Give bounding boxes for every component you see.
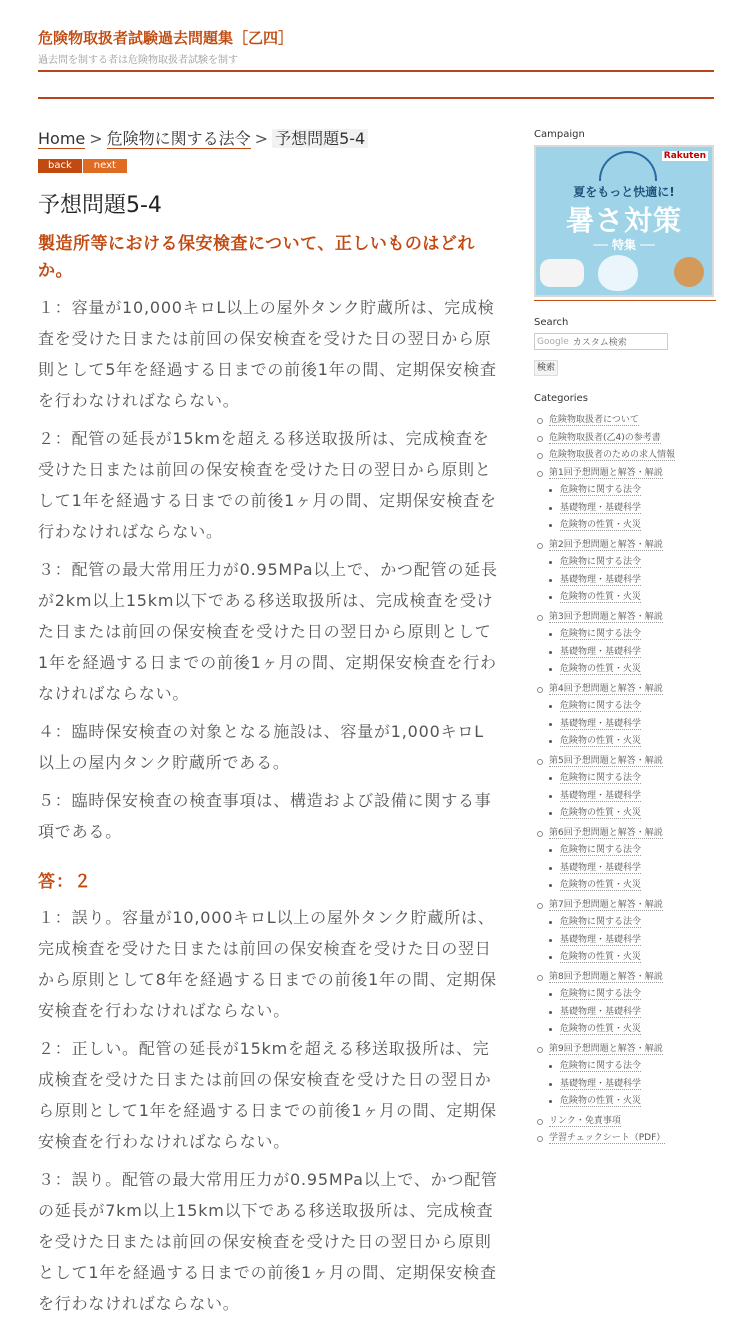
question-text: 製造所等における保安検査について、正しいものはどれか。 — [38, 234, 475, 281]
explanation-1: １：誤り。容量が10,000キロL以上の屋外タンク貯蔵所は、完成検査を受けた日または前回の保安検査を受けた日の翌日から原則として8年を経過する日までの前後1年の間、定期保安検査を行わなければならない。 — [38, 908, 497, 1020]
subcategory-link[interactable]: 危険物の性質・火災 — [560, 1024, 642, 1034]
subcategory-item[interactable] — [534, 554, 719, 572]
subcategory-item[interactable] — [534, 770, 719, 788]
choice-1: １：容量が10,000キロL以上の屋外タンク貯蔵所は、完成検査を受けた日または前回の保安検査を受けた日の翌日から原則として5年を経過する日までの前後1年の間、定期保安検査を行わなければならない。 — [38, 298, 497, 410]
subcategory-link[interactable]: 危険物に関する法令 — [560, 701, 642, 711]
page-title: 予想問題5-4 — [38, 193, 162, 218]
category-link[interactable]: 第8回予想問題と解答・解説 — [549, 971, 663, 982]
category-item[interactable] — [534, 412, 719, 430]
breadcrumb-home-link[interactable]: Home — [38, 129, 86, 148]
categories-widget — [534, 392, 719, 1148]
subcategory-item[interactable] — [534, 716, 719, 734]
category-item[interactable] — [534, 969, 719, 987]
banner-line-2: 暑さ対策 — [565, 204, 682, 237]
subcategory-link[interactable]: 危険物の性質・火災 — [560, 808, 642, 818]
subcategory-item[interactable] — [534, 733, 719, 751]
subcategory-link[interactable]: 危険物の性質・火災 — [560, 736, 642, 746]
google-logo: Google — [537, 336, 569, 347]
choice-5: ５：臨時保安検査の検査事項は、構造および設備に関する事項である。 — [38, 791, 492, 841]
subcategory-link[interactable]: 基礎物理・基礎科学 — [560, 502, 642, 513]
header-divider-bottom — [38, 97, 714, 99]
category-item[interactable] — [534, 465, 719, 483]
banner-line-1: 夏をもっと快適に! — [573, 185, 675, 199]
subcategory-item[interactable] — [534, 517, 719, 535]
subcategory-item[interactable] — [534, 1021, 719, 1039]
subcategory-link[interactable]: 危険物に関する法令 — [560, 773, 642, 783]
back-button[interactable]: back — [38, 159, 82, 173]
sidebar — [534, 128, 719, 1148]
subcategory-item[interactable] — [534, 1093, 719, 1111]
search-button[interactable]: 検索 — [534, 360, 558, 376]
post-pager — [38, 159, 498, 173]
choice-4: ４：臨時保安検査の対象となる施設は、容量が1,000キロL以上の屋内タンク貯蔵所である。 — [38, 722, 484, 772]
campaign-heading: Campaign — [534, 129, 585, 140]
category-link[interactable]: リンク・免責事項 — [549, 1115, 621, 1126]
subcategory-item[interactable] — [534, 1076, 719, 1094]
subcategory-item[interactable] — [534, 644, 719, 662]
subcategory-item[interactable] — [534, 572, 719, 590]
category-item[interactable] — [534, 1113, 719, 1131]
subcategory-link[interactable]: 危険物に関する法令 — [560, 1061, 642, 1071]
breadcrumb-separator: > — [254, 129, 269, 148]
subcategory-item[interactable] — [534, 500, 719, 518]
category-link[interactable]: 第7回予想問題と解答・解説 — [549, 899, 663, 910]
bear-illustration — [598, 255, 638, 291]
explanation-3: ３：誤り。配管の最大常用圧力が0.95MPa以上で、かつ配管の延長が7km以上15km以下である移送取扱所は、完成検査を受けた日または前回の保安検査を受けた日の翌日から原則として1年を経過する日までの前後1ヶ月の間、定期保安検査を行わなければならない。 — [38, 1170, 498, 1313]
next-button[interactable]: next — [82, 159, 127, 173]
category-item[interactable] — [534, 447, 719, 465]
subcategory-item[interactable] — [534, 842, 719, 860]
breadcrumb-category-link[interactable]: 危険物に関する法令 — [106, 129, 251, 148]
category-link[interactable]: 第6回予想問題と解答・解説 — [549, 827, 663, 838]
subcategory-link[interactable]: 危険物に関する法令 — [560, 485, 642, 495]
subcategory-link[interactable]: 危険物に関する法令 — [560, 557, 642, 567]
category-link[interactable]: 学習チェックシート（PDF） — [549, 1133, 666, 1143]
breadcrumb-separator: > — [89, 129, 103, 148]
rakuten-logo: Rakuten — [663, 151, 706, 161]
subcategory-link[interactable]: 基礎物理・基礎科学 — [560, 862, 642, 873]
subcategory-link[interactable]: 基礎物理・基礎科学 — [560, 718, 642, 729]
search-input[interactable] — [534, 333, 668, 350]
category-link[interactable]: 第5回予想問題と解答・解説 — [549, 755, 663, 766]
subcategory-item[interactable] — [534, 1004, 719, 1022]
category-link[interactable]: 第9回予想問題と解答・解説 — [549, 1043, 663, 1054]
campaign-banner[interactable] — [534, 145, 714, 297]
subcategory-item[interactable] — [534, 661, 719, 679]
category-link[interactable]: 危険物取扱者(乙4)の参考書 — [549, 432, 661, 443]
subcategory-link[interactable]: 基礎物理・基礎科学 — [560, 934, 642, 945]
category-item[interactable] — [534, 430, 719, 448]
subcategory-link[interactable]: 基礎物理・基礎科学 — [560, 1078, 642, 1089]
subcategory-link[interactable]: 危険物に関する法令 — [560, 989, 642, 999]
main-content — [38, 126, 498, 1319]
category-link[interactable]: 第1回予想問題と解答・解説 — [549, 467, 663, 478]
category-item[interactable] — [534, 1041, 719, 1059]
subcategory-link[interactable]: 危険物に関する法令 — [560, 917, 642, 927]
site-title[interactable]: 危険物取扱者試験過去問題集［乙四］ — [38, 29, 294, 47]
category-link[interactable]: 第2回予想問題と解答・解説 — [549, 539, 663, 550]
subcategory-item[interactable] — [534, 949, 719, 967]
subcategory-item[interactable] — [534, 805, 719, 823]
subcategory-link[interactable]: 危険物の性質・火災 — [560, 880, 642, 890]
category-item[interactable] — [534, 1130, 719, 1148]
subcategory-item[interactable] — [534, 626, 719, 644]
search-placeholder: カスタム検索 — [572, 338, 627, 348]
pillow-illustration — [540, 259, 584, 287]
category-item[interactable] — [534, 897, 719, 915]
search-heading: Search — [534, 317, 569, 328]
breadcrumb — [38, 126, 498, 152]
subcategory-link[interactable]: 危険物の性質・火災 — [560, 664, 642, 674]
banner-line-3: ── 特集 ── — [593, 238, 655, 252]
subcategory-item[interactable] — [534, 877, 719, 895]
subcategory-link[interactable]: 危険物に関する法令 — [560, 629, 642, 639]
choice-2: ２：配管の延長が15kmを超える移送取扱所は、完成検査を受けた日または前回の保安検査を受けた日の翌日から原則として1年を経過する日までの前後1ヶ月の間、定期保安検査を行わなければならない。 — [38, 429, 497, 541]
category-item[interactable] — [534, 609, 719, 627]
subcategory-item[interactable] — [534, 932, 719, 950]
subcategory-link[interactable]: 基礎物理・基礎科学 — [560, 646, 642, 657]
subcategory-item[interactable] — [534, 698, 719, 716]
subcategory-item[interactable] — [534, 860, 719, 878]
header-divider-top — [38, 70, 714, 72]
sidebar-divider — [534, 300, 716, 301]
category-item[interactable] — [534, 753, 719, 771]
subcategory-link[interactable]: 基礎物理・基礎科学 — [560, 1006, 642, 1017]
subcategory-item[interactable] — [534, 1058, 719, 1076]
choice-3: ３：配管の最大常用圧力が0.95MPa以上で、かつ配管の延長が2km以上15km以下である移送取扱所は、完成検査を受けた日または前回の保安検査を受けた日の翌日から原則として1年を経過する日までの前後1ヶ月の間、定期保安検査を行わなければならない。 — [38, 560, 498, 703]
category-list — [534, 412, 719, 1148]
subcategory-item[interactable] — [534, 914, 719, 932]
subcategory-link[interactable]: 危険物の性質・火災 — [560, 520, 642, 530]
explanation-2: ２：正しい。配管の延長が15kmを超える移送取扱所は、完成検査を受けた日または前回の保安検査を受けた日の翌日から原則として1年を経過する日までの前後1ヶ月の間、定期保安検査を行わなければならない。 — [38, 1039, 497, 1151]
answer-heading: 答：２ — [38, 872, 92, 892]
category-link[interactable]: 第3回予想問題と解答・解説 — [549, 611, 663, 622]
subcategory-link[interactable]: 危険物に関する法令 — [560, 845, 642, 855]
subcategory-link[interactable]: 基礎物理・基礎科学 — [560, 574, 642, 585]
category-link[interactable]: 危険物取扱者について — [549, 415, 639, 425]
category-item[interactable] — [534, 681, 719, 699]
category-link[interactable]: 危険物取扱者のための求人情報 — [549, 450, 676, 460]
breadcrumb-current: 予想問題5-4 — [272, 129, 368, 148]
sun-icon — [599, 151, 657, 181]
category-link[interactable]: 第4回予想問題と解答・解説 — [549, 683, 663, 694]
subcategory-item[interactable] — [534, 986, 719, 1004]
site-tagline: 過去問を制する者は危険物取扱者試験を制す — [38, 55, 238, 66]
subcategory-item[interactable] — [534, 788, 719, 806]
categories-heading: Categories — [534, 393, 588, 404]
subcategory-link[interactable]: 危険物の性質・火災 — [560, 952, 642, 962]
subcategory-item[interactable] — [534, 589, 719, 607]
category-item[interactable] — [534, 537, 719, 555]
subcategory-item[interactable] — [534, 482, 719, 500]
dog-illustration — [674, 257, 704, 287]
subcategory-link[interactable]: 危険物の性質・火災 — [560, 1096, 642, 1106]
subcategory-link[interactable]: 危険物の性質・火災 — [560, 592, 642, 602]
category-item[interactable] — [534, 825, 719, 843]
subcategory-link[interactable]: 基礎物理・基礎科学 — [560, 790, 642, 801]
